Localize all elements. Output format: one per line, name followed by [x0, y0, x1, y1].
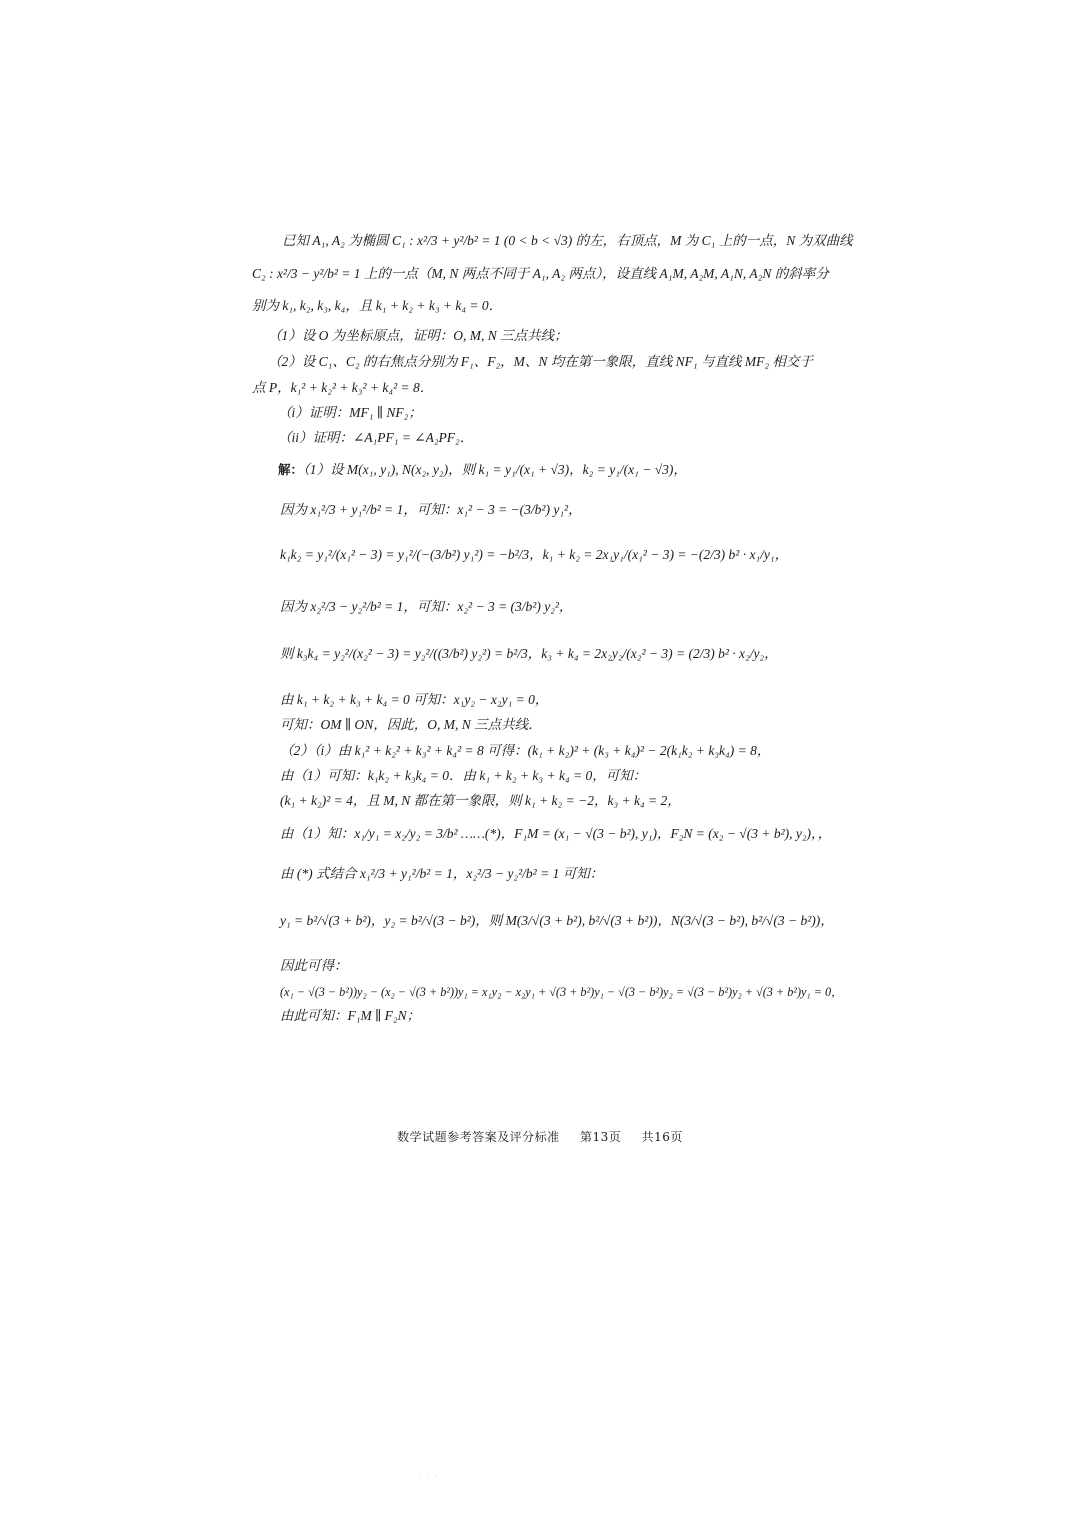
solution-label: 解： — [278, 462, 304, 477]
problem-part-2-i: （i）证明：MF₁ ∥ NF₂； — [278, 405, 422, 420]
solution-line-13: y₁ = b²/√(3 + b²)，y₂ = b²/√(3 − b²)，则 M(3/√(3 + b²), b²/√(3 + b²))，N(3/√(3 − b²), b²/√(3 − b²))， — [280, 913, 834, 928]
solution-line-10: (k₁ + k₂)² = 4，且 M, N 都在第一象限，则 k₁ + k₂ = −2，k₃ + k₄ = 2， — [280, 793, 681, 808]
problem-part-2: （2）设 C₁、C₂ 的右焦点分别为 F₁、F₂，M、N 均在第一象限，直线 NF₁ 与直线 MF₂ 相交于 — [268, 354, 813, 369]
problem-line-2: C₂ : x²/3 − y²/b² = 1 上的一点（M, N 两点不同于 A₁, A₂ 两点），设直线 A₁M, A₂M, A₁N, A₂N 的斜率分 — [252, 266, 829, 281]
solution-line-1 — [278, 462, 687, 478]
problem-part-1: （1）设 O 为坐标原点，证明：O, M, N 三点共线； — [268, 328, 568, 343]
footer-title: 数学试题参考答案及评分标准 — [397, 1130, 560, 1144]
problem-part-2-ii: （ii）证明：∠A₁PF₁ = ∠A₂PF₂． — [278, 430, 474, 445]
solution-line-2: 因为 x₁²/3 + y₁²/b² = 1，可知：x₁² − 3 = −(3/b²) y₁²， — [280, 502, 582, 517]
solution-line-4: 因为 x₂²/3 − y₂²/b² = 1，可知：x₂² − 3 = (3/b²) y₂²， — [280, 599, 573, 614]
footer-page-total: 共16页 — [641, 1130, 683, 1144]
solution-line-9: 由（1）可知：k₁k₂ + k₃k₄ = 0．由 k₁ + k₂ + k₃ + k₄ = 0，可知： — [280, 768, 647, 783]
solution-line-11: 由（1）知：x₁/y₁ = x₂/y₂ = 3/b² ……(*)，F₁M = (x₁ − √(3 − b²), y₁)，F₂N = (x₂ − √(3 + b²), y₂)，， — [280, 826, 832, 841]
solution-line-6: 由 k₁ + k₂ + k₃ + k₄ = 0 可知：x₁y₂ − x₂y₁ = 0， — [280, 692, 549, 707]
solution-line-14: 因此可得： — [280, 958, 348, 973]
solution-line-8: （2）（i）由 k₁² + k₂² + k₃² + k₄² = 8 可得：(k₁ + k₂)² + (k₃ + k₄)² − 2(k₁k₂ + k₃k₄) = 8， — [280, 743, 771, 758]
problem-line-3: 别为 k₁, k₂, k₃, k₄，且 k₁ + k₂ + k₃ + k₄ = 0． — [252, 298, 503, 313]
solution-text-1: （1）设 M(x₁, y₁), N(x₂, y₂)，则 k₁ = y₁/(x₁ + √3)，k₂ = y₁/(x₁ − √3)， — [303, 462, 687, 477]
solution-line-15: (x₁ − √(3 − b²))y₂ − (x₂ − √(3 + b²))y₁ = x₁y₂ − x₂y₁ + √(3 + b²)y₁ − √(3 − b²)y₂ = √(3 − b²)y₂ + √(3 + b²)y₁ = 0， — [280, 985, 844, 999]
problem-line-1: 已知 A₁, A₂ 为椭圆 C₁ : x²/3 + y²/b² = 1 (0 < b < √3) 的左，右顶点，M 为 C₁ 上的一点，N 为双曲线 — [282, 233, 853, 248]
solution-line-7: 可知：OM ∥ ON，因此，O, M, N 三点共线． — [280, 717, 542, 732]
solution-line-16: 由此可知：F₁M ∥ F₂N； — [280, 1008, 421, 1023]
scan-mark: · · · — [420, 1473, 440, 1480]
solution-line-3: k₁k₂ = y₁²/(x₁² − 3) = y₁²/(−(3/b²) y₁²) = −b²/3，k₁ + k₂ = 2x₁y₁/(x₁² − 3) = −(2/3) b² · x₁/y₁， — [280, 547, 789, 562]
footer-page-number: 第13页 — [579, 1130, 622, 1144]
problem-line-6: 点 P，k₁² + k₂² + k₃² + k₄² = 8． — [252, 380, 434, 395]
page-footer — [0, 1128, 1080, 1145]
solution-line-12: 由 (*) 式结合 x₁²/3 + y₁²/b² = 1，x₂²/3 − y₂²/b² = 1 可知： — [280, 866, 604, 881]
solution-line-5: 则 k₃k₄ = y₂²/(x₂² − 3) = y₂²/((3/b²) y₂²) = b²/3，k₃ + k₄ = 2x₂y₂/(x₂² − 3) = (2/3) b² · x₂/y₂， — [280, 646, 778, 661]
